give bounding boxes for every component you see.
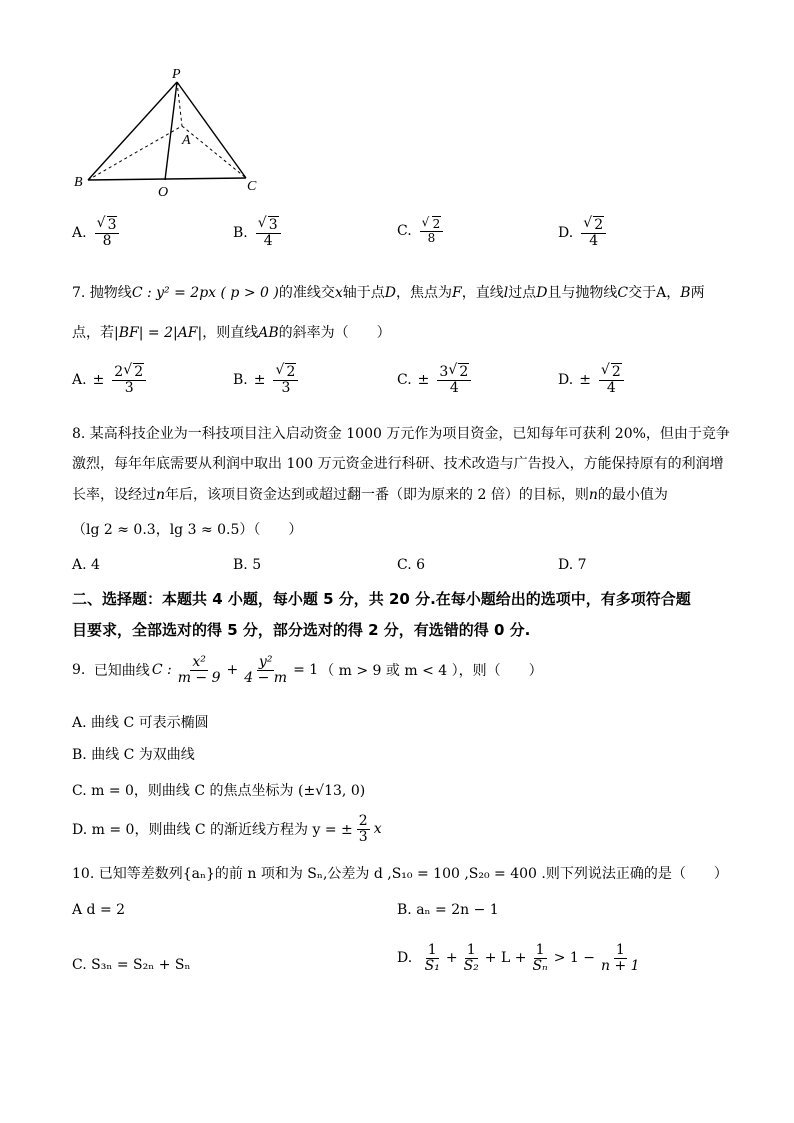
q9-stem: 9. 已知曲线 C : $\frac{\text{x²}}{m - 9}$ + $\frac{\text{y²}}{4 - m}$ = 1 （ m > 9 或 m < 4 ），则（ ） bbox=[72, 654, 543, 686]
q6-option-d[interactable]: D. √ $\frac{2}{4}$ bbox=[558, 218, 608, 248]
q10-option-b[interactable]: B. aₙ = 2n − 1 bbox=[397, 902, 499, 918]
label-P: P bbox=[172, 67, 181, 82]
edge-PB bbox=[88, 82, 177, 180]
q8-line2: 激烈，每年年底需要从利润中取出 100 万元资金进行科研、技术改造与广告投入，方能保持原有的利润增 bbox=[72, 456, 724, 472]
q10-option-d[interactable]: D. $\frac{1}{\text{S₁}}$ + $\frac{1}{\text{S₂}}$ + L + $\frac{1}{\text{Sₙ}}$ > 1 − $\frac{1}{n + 1}$ bbox=[397, 942, 640, 974]
q6-option-b[interactable]: B. √ $\frac{3}{4}$ bbox=[233, 218, 283, 248]
q10-option-a[interactable]: A d = 2 bbox=[72, 902, 126, 918]
q7-option-c[interactable]: C. ± $\frac{3√ 2}{4}$ bbox=[397, 365, 473, 395]
q7-option-a[interactable]: A. ± $\frac{2√ 2}{3}$ bbox=[72, 365, 148, 395]
label-B: B bbox=[74, 175, 83, 190]
pyramid-figure bbox=[70, 64, 270, 200]
label-A: A bbox=[182, 133, 191, 148]
q9-option-a[interactable]: A. 曲线 C 可表示椭圆 bbox=[72, 715, 209, 731]
q7-option-d[interactable]: D. ± √ $\frac{2}{4}$ bbox=[558, 365, 626, 395]
q10-option-c[interactable]: C. S₃ₙ = S₂ₙ + Sₙ bbox=[72, 957, 191, 973]
section2-heading-line2: 目要求，全部选对的得 5 分，部分选对的得 2 分，有选错的得 0 分. bbox=[72, 621, 531, 639]
q8-line4: （lg 2 ≈ 0.3，lg 3 ≈ 0.5）（ ） bbox=[72, 522, 303, 538]
q9-option-b[interactable]: B. 曲线 C 为双曲线 bbox=[72, 747, 195, 763]
q9-option-c[interactable]: C. m = 0，则曲线 C 的焦点坐标为 (±√13, 0) bbox=[72, 783, 366, 799]
q9-option-d[interactable]: D. m = 0，则曲线 C 的渐近线方程为 y = ± $\frac{2}{3}$ x bbox=[72, 813, 382, 845]
q7-line1: 7. 抛物线C : y² = 2px ( p > 0 )的准线交x轴于点D，焦点为F，直线l过点D且与抛物线C交于A，B两 bbox=[72, 285, 705, 301]
edge-PO bbox=[165, 82, 177, 180]
label-O: O bbox=[158, 185, 169, 200]
q8-line1: 8. 某高科技企业为一科技项目注入启动资金 1000 万元作为项目资金，已知每年可获利 20%，但由于竞争 bbox=[72, 426, 730, 442]
q7-line2: 点，若|BF| = 2|AF|，则直线AB的斜率为（ ） bbox=[72, 325, 391, 341]
q6-option-a[interactable]: A. √ $\frac{3}{8}$ bbox=[72, 218, 121, 248]
q8-option-d[interactable]: D. 7 bbox=[558, 557, 587, 573]
section2-heading-line1: 二、选择题：本题共 4 小题，每小题 5 分，共 20 分.在每小题给出的选项中，有多项符合题 bbox=[72, 590, 691, 608]
label-C: C bbox=[247, 179, 257, 194]
q8-option-a[interactable]: A. 4 bbox=[72, 557, 100, 573]
q8-option-c[interactable]: C. 6 bbox=[397, 557, 426, 573]
q8-option-b[interactable]: B. 5 bbox=[233, 557, 262, 573]
q7-option-b[interactable]: B. ± √ $\frac{2}{3}$ bbox=[233, 365, 300, 395]
edge-BC bbox=[88, 178, 246, 180]
q10-stem: 10. 已知等差数列{aₙ}的前 n 项和为 Sₙ,公差为 d ,S₁₀ = 100 ,S₂₀ = 400 .则下列说法正确的是（ ） bbox=[72, 866, 728, 882]
q6-option-c[interactable]: C. √ $\frac{2}{8}$ bbox=[397, 218, 445, 244]
q8-line3: 长率，设经过n年后，该项目资金达到或超过翻一番（即为原来的 2 倍）的目标，则n的最小值为 bbox=[72, 487, 668, 503]
